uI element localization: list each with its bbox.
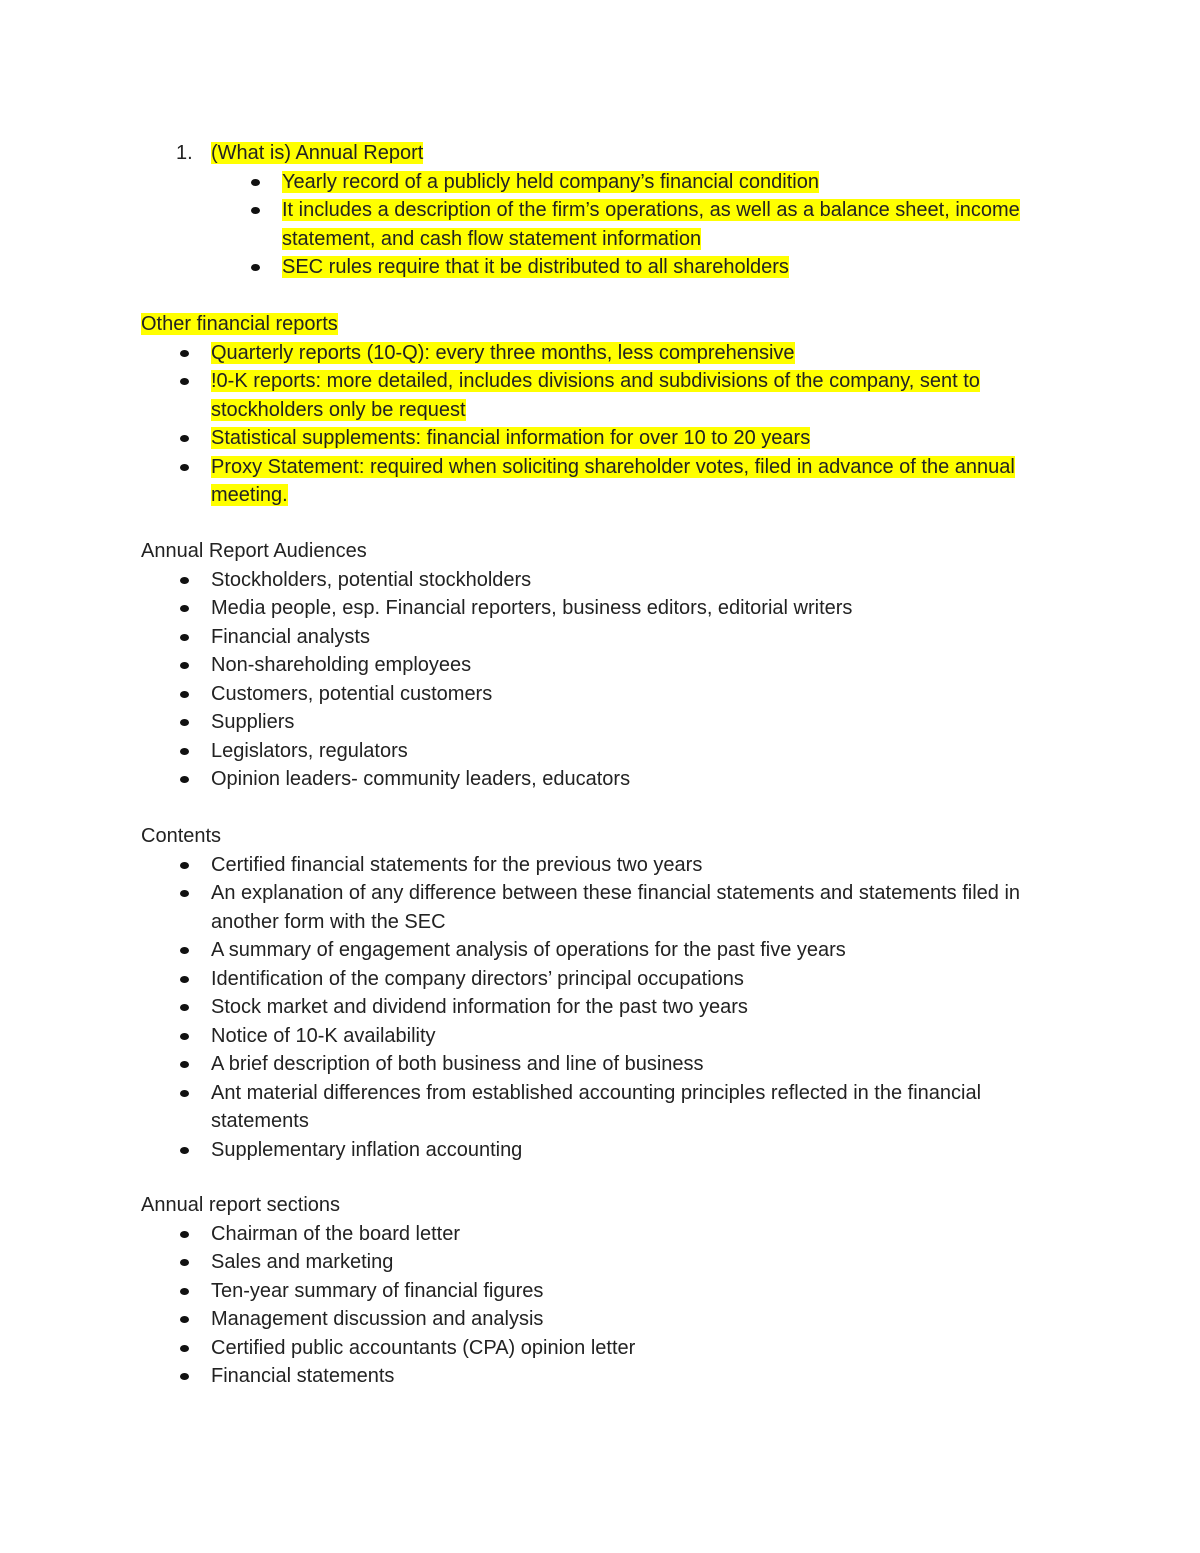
bullet-icon [180,378,189,385]
bullet-icon [251,179,260,186]
section-other-financial-reports [141,310,1061,510]
bullet-icon [180,435,189,442]
list-item: Financial analysts [141,623,1061,652]
bullet-icon [180,605,189,612]
list-item: Certified financial statements for the previous two years [141,851,1061,880]
list-item: Chairman of the board letter [141,1220,1061,1249]
bullet-icon [180,1316,189,1323]
list-item: Non-shareholding employees [141,651,1061,680]
list-item: Stockholders, potential stockholders [141,566,1061,595]
section-contents [141,822,1061,1164]
list-item: Supplementary inflation accounting [141,1136,1061,1165]
bullet-icon [180,1147,189,1154]
list-item: Statistical supplements: financial information for over 10 to 20 years [141,424,1061,453]
section-title: Contents [141,825,222,847]
bullet-icon [180,1033,189,1040]
list-item: Financial statements [141,1362,1061,1391]
section-annual-report-audiences [141,537,1061,794]
bullet-icon [180,1345,189,1352]
section-annual-report [141,139,1061,282]
list-item: SEC rules require that it be distributed to all shareholders [141,253,1061,282]
bullet-list [141,566,1061,794]
bullet-icon [180,776,189,783]
list-item: It includes a description of the firm’s operations, as well as a balance sheet, income statement, and cash flow statement information [141,196,1061,253]
bullet-icon [180,947,189,954]
bullet-icon [180,464,189,471]
bullet-icon [180,1288,189,1295]
list-item: Suppliers [141,708,1061,737]
numbered-heading [141,139,1061,168]
list-item: Media people, esp. Financial reporters, business editors, editorial writers [141,594,1061,623]
list-item: Management discussion and analysis [141,1305,1061,1334]
bullet-icon [180,976,189,983]
list-item: Customers, potential customers [141,680,1061,709]
section-title: Annual report sections [141,1194,341,1216]
bullet-icon [180,1061,189,1068]
list-item: Stock market and dividend information for the past two years [141,993,1061,1022]
list-item: !0-K reports: more detailed, includes divisions and subdivisions of the company, sent to stockholders only be request [141,367,1061,424]
bullet-icon [180,1259,189,1266]
list-item: Sales and marketing [141,1248,1061,1277]
list-item: Proxy Statement: required when soliciting shareholder votes, filed in advance of the annual meeting. [141,453,1061,510]
bullet-icon [180,634,189,641]
list-item: An explanation of any difference between these financial statements and statements filed in another form with the SEC [141,879,1061,936]
bullet-icon [180,350,189,357]
section-annual-report-sections [141,1191,1061,1391]
bullet-icon [251,207,260,214]
bullet-icon [180,1373,189,1380]
bullet-icon [180,1231,189,1238]
bullet-list [141,168,1061,282]
section-title: (What is) Annual Report [211,142,424,164]
bullet-icon [180,662,189,669]
list-item: A brief description of both business and line of business [141,1050,1061,1079]
bullet-icon [180,748,189,755]
bullet-icon [180,1004,189,1011]
list-item: Notice of 10-K availability [141,1022,1061,1051]
list-item: Opinion leaders- community leaders, educators [141,765,1061,794]
list-item: Quarterly reports (10-Q): every three months, less comprehensive [141,339,1061,368]
bullet-list [141,339,1061,510]
bullet-icon [180,1090,189,1097]
list-item: Ten-year summary of financial figures [141,1277,1061,1306]
section-title: Annual Report Audiences [141,540,367,562]
bullet-list [141,1220,1061,1391]
bullet-icon [180,719,189,726]
list-item: Ant material differences from established accounting principles reflected in the financial statements [141,1079,1061,1136]
list-item: Yearly record of a publicly held company’s financial condition [141,168,1061,197]
list-item: Identification of the company directors’ principal occupations [141,965,1061,994]
list-number: 1. [176,142,193,164]
bullet-icon [180,862,189,869]
bullet-list [141,851,1061,1165]
section-title: Other financial reports [141,313,338,335]
list-item: A summary of engagement analysis of operations for the past five years [141,936,1061,965]
bullet-icon [180,890,189,897]
bullet-icon [251,264,260,271]
bullet-icon [180,577,189,584]
list-item: Legislators, regulators [141,737,1061,766]
bullet-icon [180,691,189,698]
list-item: Certified public accountants (CPA) opinion letter [141,1334,1061,1363]
